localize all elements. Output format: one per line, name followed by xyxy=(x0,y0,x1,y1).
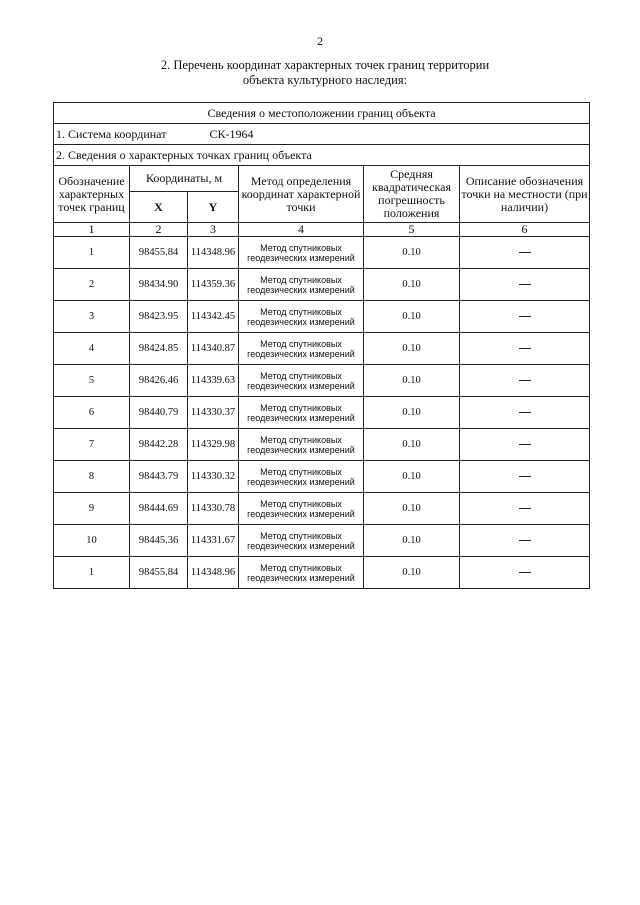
cell-point: 7 xyxy=(54,429,130,461)
dash-mark xyxy=(519,508,531,509)
cell-accuracy: 0.10 xyxy=(364,493,460,525)
cell-point: 1 xyxy=(54,557,130,589)
document-heading xyxy=(120,58,530,88)
dash-mark xyxy=(519,444,531,445)
page-number: 2 xyxy=(317,34,323,48)
cell-x: 98443.79 xyxy=(130,461,188,493)
table-row xyxy=(54,557,590,589)
cell-method: Метод спутниковых геодезических измерений xyxy=(239,525,364,557)
cell-x: 98423.95 xyxy=(130,301,188,333)
table-title: Сведения о местоположении границ объекта xyxy=(54,103,590,124)
cell-y: 114331.67 xyxy=(188,525,239,557)
table-row xyxy=(54,333,590,365)
heading-line-2: объекта культурного наследия: xyxy=(242,73,408,87)
cell-description xyxy=(460,333,590,365)
cell-x: 98424.85 xyxy=(130,333,188,365)
cell-description xyxy=(460,397,590,429)
table-row xyxy=(54,301,590,333)
cell-point: 5 xyxy=(54,365,130,397)
cell-x: 98434.90 xyxy=(130,269,188,301)
cell-y: 114348.96 xyxy=(188,237,239,269)
cell-accuracy: 0.10 xyxy=(364,461,460,493)
cell-accuracy: 0.10 xyxy=(364,269,460,301)
cell-accuracy: 0.10 xyxy=(364,557,460,589)
cell-description xyxy=(460,525,590,557)
cell-method: Метод спутниковых геодезических измерений xyxy=(239,429,364,461)
cell-x: 98445.36 xyxy=(130,525,188,557)
cell-y: 114330.32 xyxy=(188,461,239,493)
header-method: Метод определения координат характерной точки xyxy=(239,166,364,223)
cell-point: 3 xyxy=(54,301,130,333)
cell-x: 98440.79 xyxy=(130,397,188,429)
cell-y: 114330.37 xyxy=(188,397,239,429)
cell-method: Метод спутниковых геодезических измерений xyxy=(239,301,364,333)
header-designation: Обозначение характерных точек границ xyxy=(54,166,130,223)
cell-description xyxy=(460,365,590,397)
cell-description xyxy=(460,557,590,589)
dash-mark xyxy=(519,540,531,541)
cell-y: 114339.63 xyxy=(188,365,239,397)
cell-method: Метод спутниковых геодезических измерений xyxy=(239,397,364,429)
cell-method: Метод спутниковых геодезических измерений xyxy=(239,461,364,493)
cell-point: 4 xyxy=(54,333,130,365)
dash-mark xyxy=(519,380,531,381)
header-y: Y xyxy=(188,192,239,223)
cell-x: 98455.84 xyxy=(130,237,188,269)
cell-y: 114348.96 xyxy=(188,557,239,589)
cell-point: 9 xyxy=(54,493,130,525)
column-number: 1 xyxy=(54,223,130,237)
cell-y: 114329.98 xyxy=(188,429,239,461)
cell-description xyxy=(460,237,590,269)
header-x: X xyxy=(130,192,188,223)
dash-mark xyxy=(519,412,531,413)
section-label: 2. Сведения о характерных точках границ объекта xyxy=(54,145,590,166)
cell-accuracy: 0.10 xyxy=(364,301,460,333)
cell-accuracy: 0.10 xyxy=(364,429,460,461)
dash-mark xyxy=(519,572,531,573)
dash-mark xyxy=(519,316,531,317)
table-row xyxy=(54,461,590,493)
column-number: 6 xyxy=(460,223,590,237)
coordinates-table xyxy=(53,102,590,589)
cell-accuracy: 0.10 xyxy=(364,365,460,397)
cell-accuracy: 0.10 xyxy=(364,525,460,557)
cell-method: Метод спутниковых геодезических измерений xyxy=(239,557,364,589)
cell-method: Метод спутниковых геодезических измерений xyxy=(239,333,364,365)
cell-description xyxy=(460,461,590,493)
cell-x: 98444.69 xyxy=(130,493,188,525)
cell-method: Метод спутниковых геодезических измерений xyxy=(239,493,364,525)
coordinate-system-row xyxy=(54,124,590,145)
cell-point: 2 xyxy=(54,269,130,301)
cell-point: 6 xyxy=(54,397,130,429)
column-number: 4 xyxy=(239,223,364,237)
cell-y: 114359.36 xyxy=(188,269,239,301)
column-number: 5 xyxy=(364,223,460,237)
cell-y: 114340.87 xyxy=(188,333,239,365)
cell-accuracy: 0.10 xyxy=(364,333,460,365)
column-numbers-row xyxy=(54,223,590,237)
table-row xyxy=(54,269,590,301)
coordinate-system-value: СК-1964 xyxy=(209,126,254,141)
cell-point: 10 xyxy=(54,525,130,557)
table-row xyxy=(54,525,590,557)
table-row xyxy=(54,429,590,461)
cell-description xyxy=(460,493,590,525)
cell-description xyxy=(460,429,590,461)
column-number: 3 xyxy=(188,223,239,237)
table-row xyxy=(54,365,590,397)
coordinate-system-label: 1. Система координат xyxy=(56,126,167,141)
dash-mark xyxy=(519,476,531,477)
cell-point: 8 xyxy=(54,461,130,493)
cell-accuracy: 0.10 xyxy=(364,397,460,429)
table-row xyxy=(54,493,590,525)
cell-method: Метод спутниковых геодезических измерений xyxy=(239,365,364,397)
heading-line-1: 2. Перечень координат характерных точек границ территории xyxy=(160,58,490,72)
cell-y: 114330.78 xyxy=(188,493,239,525)
cell-description xyxy=(460,269,590,301)
dash-mark xyxy=(519,284,531,285)
column-number: 2 xyxy=(130,223,188,237)
cell-x: 98426.46 xyxy=(130,365,188,397)
table-row xyxy=(54,237,590,269)
header-coordinates: Координаты, м xyxy=(130,166,239,192)
header-accuracy: Средняя квадратическая погрешность положения xyxy=(364,166,460,223)
cell-y: 114342.45 xyxy=(188,301,239,333)
cell-description xyxy=(460,301,590,333)
dash-mark xyxy=(519,252,531,253)
cell-method: Метод спутниковых геодезических измерений xyxy=(239,237,364,269)
table-row xyxy=(54,397,590,429)
cell-x: 98442.28 xyxy=(130,429,188,461)
cell-point: 1 xyxy=(54,237,130,269)
cell-x: 98455.84 xyxy=(130,557,188,589)
cell-accuracy: 0.10 xyxy=(364,237,460,269)
dash-mark xyxy=(519,348,531,349)
header-description: Описание обозначения точки на местности (при наличии) xyxy=(460,166,590,223)
cell-method: Метод спутниковых геодезических измерений xyxy=(239,269,364,301)
